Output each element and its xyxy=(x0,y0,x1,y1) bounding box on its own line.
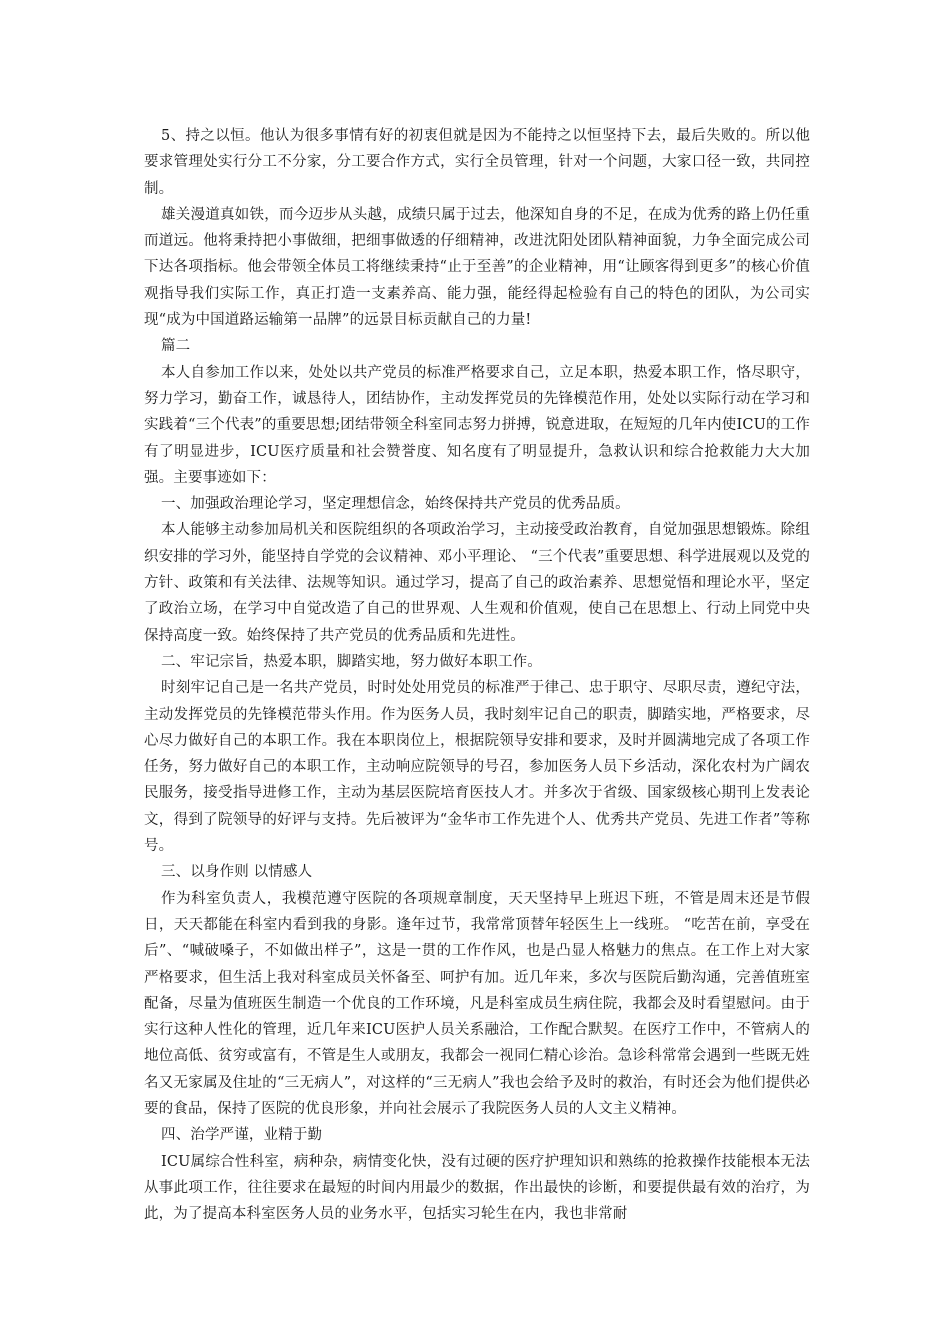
paragraph-lead-by-example: 作为科室负责人，我模范遵守医院的各项规章制度，天天坚持早上班迟下班，不管是周末还是节假日，天天都能在科室内看到我的身影。逢年过节，我常常顶替年轻医生上一线班。 “吃苦在前，享受在后”、“喊破嗓子，不如做出样子”，这是一贯的工作作风，也是凸显人格魅力的焦点。在工作上对大家严格要求，但生活上我对科室成员关怀备至、呵护有加。近几年来，多次与医院后勤沟通，完善值班室配备，尽量为值班医生制造一个优良的工作环境，凡是科室成员生病住院，我都会及时看望慰问。由于实行这种人性化的管理，近几年来ICU医护人员关系融洽，工作配合默契。在医疗工作中，不管病人的地位高低、贫穷或富有，不管是生人或朋友，我都会一视同仁精心诊治。急诊科常常会遇到一些既无姓名又无家属及住址的“三无病人”，对这样的“三无病人”我也会给予及时的救治，有时还会为他们提供必要的食品，保持了医院的优良形象，并向社会展示了我院医务人员的人文主义精神。 xyxy=(144,890,810,1117)
heading-dedication: 二、牢记宗旨，热爱本职，脚踏实地，努力做好本职工作。 xyxy=(161,653,542,670)
paragraph-political-study: 本人能够主动参加局机关和医院组织的各项政治学习，主动接受政治教育，自觉加强思想锻炼。除组织安排的学习外，能坚持自学党的会议精神、邓小平理论、 “三个代表”重要思想、科学进展观以及党的方针、政策和有关法律、法规等知识。通过学习，提高了自己的政治素养、思想觉悟和理论水平，坚定了政治立场，在学习中自觉改造了自己的世界观、人生观和价值观，使自己在思想上、行动上同党中央保持高度一致。始终保持了共产党员的优秀品质和先进性。 xyxy=(144,522,810,644)
paragraph-rigorous-scholarship: ICU属综合性科室，病种杂，病情变化快，没有过硬的医疗护理知识和熟练的抢救操作技能根本无法从事此项工作，往往要求在最短的时间内用最少的数据，作出最快的诊断，和要提供最有效的治疗，为此，为了提高本科室医务人员的业务水平，包括实习轮生在内，我也非常耐 xyxy=(144,1153,810,1223)
paragraph-future-goals: 雄关漫道真如铁，而今迈步从头越，成绩只属于过去，他深知自身的不足，在成为优秀的路上仍任重而道远。他将秉持把小事做细，把细事做透的仔细精神，改进沈阳处团队精神面貌，力争全面完成公司下达各项指标。他会带领全体员工将继续秉持“止于至善”的企业精神，用“让顾客得到更多”的核心价值观指导我们实际工作，真正打造一支素养高、能力强，能经得起检验有自己的特色的团队，为公司实现“成为中国道路运输第一品牌”的远景目标贡献自己的力量! xyxy=(144,206,810,329)
paragraph-introduction: 本人自参加工作以来，处处以共产党员的标准严格要求自己，立足本职，热爱本职工作，恪尽职守，努力学习，勤奋工作，诚恳待人，团结协作，主动发挥党员的先锋模范作用，处处以实际行动在学习和实践着“三个代表”的重要思想;团结带领全科室同志努力拼搏，锐意进取，在短短的几年内使ICU的工作有了明显进步，ICU医疗质量和社会赞誉度、知名度有了明显提升，急救认识和综合抢救能力大大加强。主要事迹如下： xyxy=(144,364,810,486)
heading-rigorous-scholarship: 四、治学严谨，业精于勤 xyxy=(161,1127,323,1144)
document-page xyxy=(144,123,810,1227)
heading-lead-by-example: 三、以身作则 以情感人 xyxy=(161,864,313,881)
heading-political-study: 一、加强政治理论学习，坚定理想信念，始终保持共产党员的优秀品质。 xyxy=(161,496,630,513)
section-title-part-two: 篇二 xyxy=(161,338,191,355)
paragraph-dedication: 时刻牢记自己是一名共产党员，时时处处用党员的标准严于律己、忠于职守、尽职尽责，遵纪守法，主动发挥党员的先锋模范带头作用。作为医务人员，我时刻牢记自己的职责，脚踏实地，严格要求，尽心尽力做好自己的本职工作。我在本职岗位上，根据院领导安排和要求，及时并圆满地完成了各项工作任务，努力做好自己的本职工作，主动响应院领导的号召，参加医务人员下乡活动，深化农村为广阔农民服务，接受指导进修工作，主动为基层医院培育医技人才。并多次于省级、国家级核心期刊上发表论文，得到了院领导的好评与支持。先后被评为“金华市工作先进个人、优秀共产党员、先进工作者”等称号。 xyxy=(144,680,810,855)
paragraph-persistence: 5、持之以恒。他认为很多事情有好的初衷但就是因为不能持之以恒坚持下去，最后失败的。所以他要求管理处实行分工不分家，分工要合作方式，实行全员管理，针对一个问题，大家口径一致，共同控制。 xyxy=(144,128,810,197)
